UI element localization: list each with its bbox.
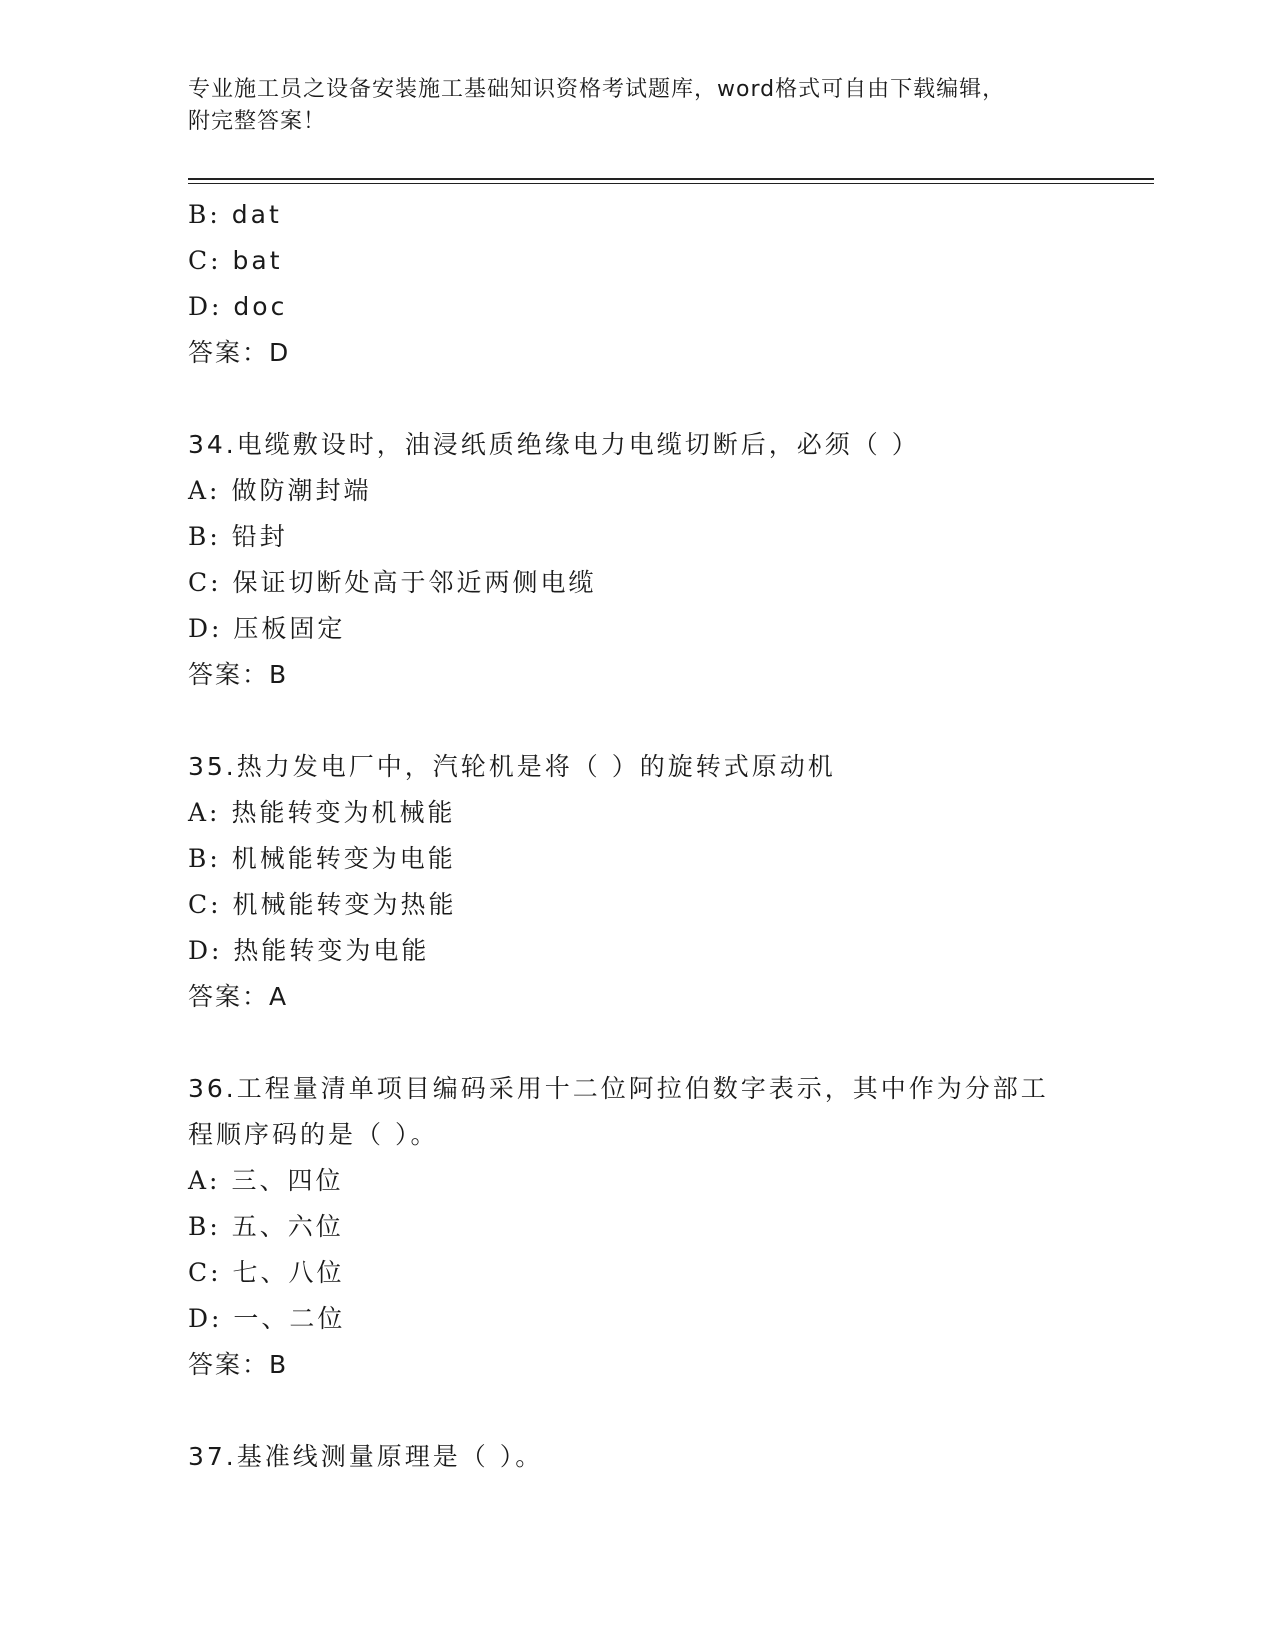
option-c <box>188 560 1088 606</box>
option-label: A: <box>188 1166 221 1195</box>
question-text: 34.电缆敷设时，油浸纸质绝缘电力电缆切断后，必须（ ） <box>188 430 920 459</box>
option-b <box>188 836 1088 882</box>
question-block-34 <box>188 422 1088 698</box>
option-label: C: <box>188 568 222 597</box>
option-b <box>188 192 1088 238</box>
option-label: A: <box>188 476 221 505</box>
option-label: B: <box>188 522 221 551</box>
option-text: doc <box>233 292 288 321</box>
question-block-35 <box>188 744 1088 1020</box>
option-label: C: <box>188 1258 222 1287</box>
question-block-partial <box>188 192 1088 376</box>
option-text: bat <box>232 246 283 275</box>
option-label: D: <box>188 936 223 965</box>
question-text-continued: 程顺序码的是（ ）。 <box>188 1120 439 1149</box>
option-a <box>188 790 1088 836</box>
option-label: B: <box>188 1212 221 1241</box>
option-text: 机械能转变为热能 <box>232 890 457 919</box>
answer-line: 答案：D <box>188 338 291 367</box>
option-d <box>188 1296 1088 1342</box>
question-text: 36.工程量清单项目编码采用十二位阿拉伯数字表示，其中作为分部工 <box>188 1074 1049 1103</box>
question-text: 37.基准线测量原理是（ ）。 <box>188 1442 544 1471</box>
option-label: D: <box>188 292 223 321</box>
spacer <box>188 1020 1088 1066</box>
header-line-1: 专业施工员之设备安装施工基础知识资格考试题库，word格式可自由下载编辑， <box>188 77 1006 102</box>
answer-line: 答案：A <box>188 982 289 1011</box>
question-list <box>188 192 1088 1480</box>
option-text: 一、二位 <box>233 1304 346 1333</box>
spacer <box>188 1388 1088 1434</box>
option-text: 七、八位 <box>232 1258 345 1287</box>
option-text: 压板固定 <box>233 614 346 643</box>
option-text: 五、六位 <box>231 1212 344 1241</box>
header-divider-thin <box>188 183 1154 184</box>
option-text: 保证切断处高于邻近两侧电缆 <box>232 568 597 597</box>
option-label: D: <box>188 614 223 643</box>
question-block-37 <box>188 1434 1088 1480</box>
option-b <box>188 514 1088 560</box>
option-a <box>188 1158 1088 1204</box>
question-text: 35.热力发电厂中，汽轮机是将（ ）的旋转式原动机 <box>188 752 836 781</box>
option-text: 三、四位 <box>231 1166 344 1195</box>
option-text: 做防潮封端 <box>231 476 372 505</box>
option-text: 机械能转变为电能 <box>231 844 456 873</box>
question-block-36 <box>188 1066 1088 1388</box>
answer-line: 答案：B <box>188 660 289 689</box>
spacer <box>188 698 1088 744</box>
document-header <box>188 74 1088 138</box>
option-b <box>188 1204 1088 1250</box>
option-c <box>188 238 1088 284</box>
option-text: dat <box>231 200 282 229</box>
option-a <box>188 468 1088 514</box>
option-text: 热能转变为电能 <box>233 936 430 965</box>
option-text: 铅封 <box>231 522 288 551</box>
option-d <box>188 606 1088 652</box>
answer-line: 答案：B <box>188 1350 289 1379</box>
option-label: C: <box>188 890 222 919</box>
option-label: A: <box>188 798 221 827</box>
option-d <box>188 928 1088 974</box>
option-label: B: <box>188 844 221 873</box>
option-label: B: <box>188 200 221 229</box>
option-text: 热能转变为机械能 <box>231 798 456 827</box>
option-c <box>188 1250 1088 1296</box>
option-d <box>188 284 1088 330</box>
option-label: D: <box>188 1304 223 1333</box>
option-c <box>188 882 1088 928</box>
header-divider-thick <box>188 178 1154 180</box>
option-label: C: <box>188 246 222 275</box>
header-line-2: 附完整答案！ <box>188 109 327 134</box>
spacer <box>188 376 1088 422</box>
